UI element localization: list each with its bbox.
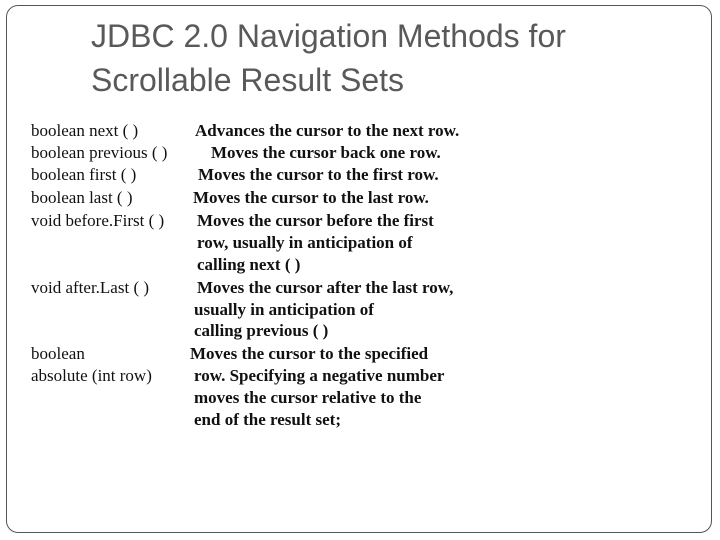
method-name: boolean previous ( ) [31,143,168,162]
method-row-previous [0,142,720,164]
method-description: Moves the cursor to the first row. [198,165,439,184]
method-row-after-last [0,277,720,299]
method-row-first [0,164,720,186]
method-row-after-last-cont [0,320,720,342]
method-row-after-last-cont [0,299,720,321]
method-description: row, usually in anticipation of [197,233,413,252]
method-name: absolute (int row) [31,366,152,385]
method-row-next [0,120,720,142]
method-row-absolute-cont [0,387,720,409]
method-description: end of the result set; [194,410,341,429]
method-row-absolute [0,343,720,365]
method-description: Moves the cursor after the last row, [197,278,454,297]
method-description: Moves the cursor to the specified [190,344,429,363]
method-description: calling next ( ) [197,255,301,274]
method-row-before-first-cont [0,254,720,276]
method-description: Moves the cursor to the last row. [193,188,429,207]
method-description: Advances the cursor to the next row. [195,121,460,140]
slide-title-line-1: JDBC 2.0 Navigation Methods for [91,18,566,54]
method-description: Moves the cursor before the first [197,211,434,230]
slide-title-line-2: Scrollable Result Sets [91,62,405,98]
method-row-before-first-cont [0,232,720,254]
method-name: boolean first ( ) [31,165,137,184]
method-name: boolean next ( ) [31,121,139,140]
method-description: moves the cursor relative to the [194,388,422,407]
method-description: Moves the cursor back one row. [211,143,441,162]
method-name: void after.Last ( ) [31,278,150,297]
method-row-absolute-cont [0,365,720,387]
method-description: usually in anticipation of [194,300,374,319]
method-name: boolean [31,344,85,363]
method-description: calling previous ( ) [194,321,329,340]
method-row-absolute-cont [0,409,720,431]
method-row-last [0,187,720,209]
method-name: void before.First ( ) [31,211,165,230]
method-row-before-first [0,210,720,232]
method-name: boolean last ( ) [31,188,133,207]
slide-title [91,14,691,102]
method-description: row. Specifying a negative number [194,366,445,385]
